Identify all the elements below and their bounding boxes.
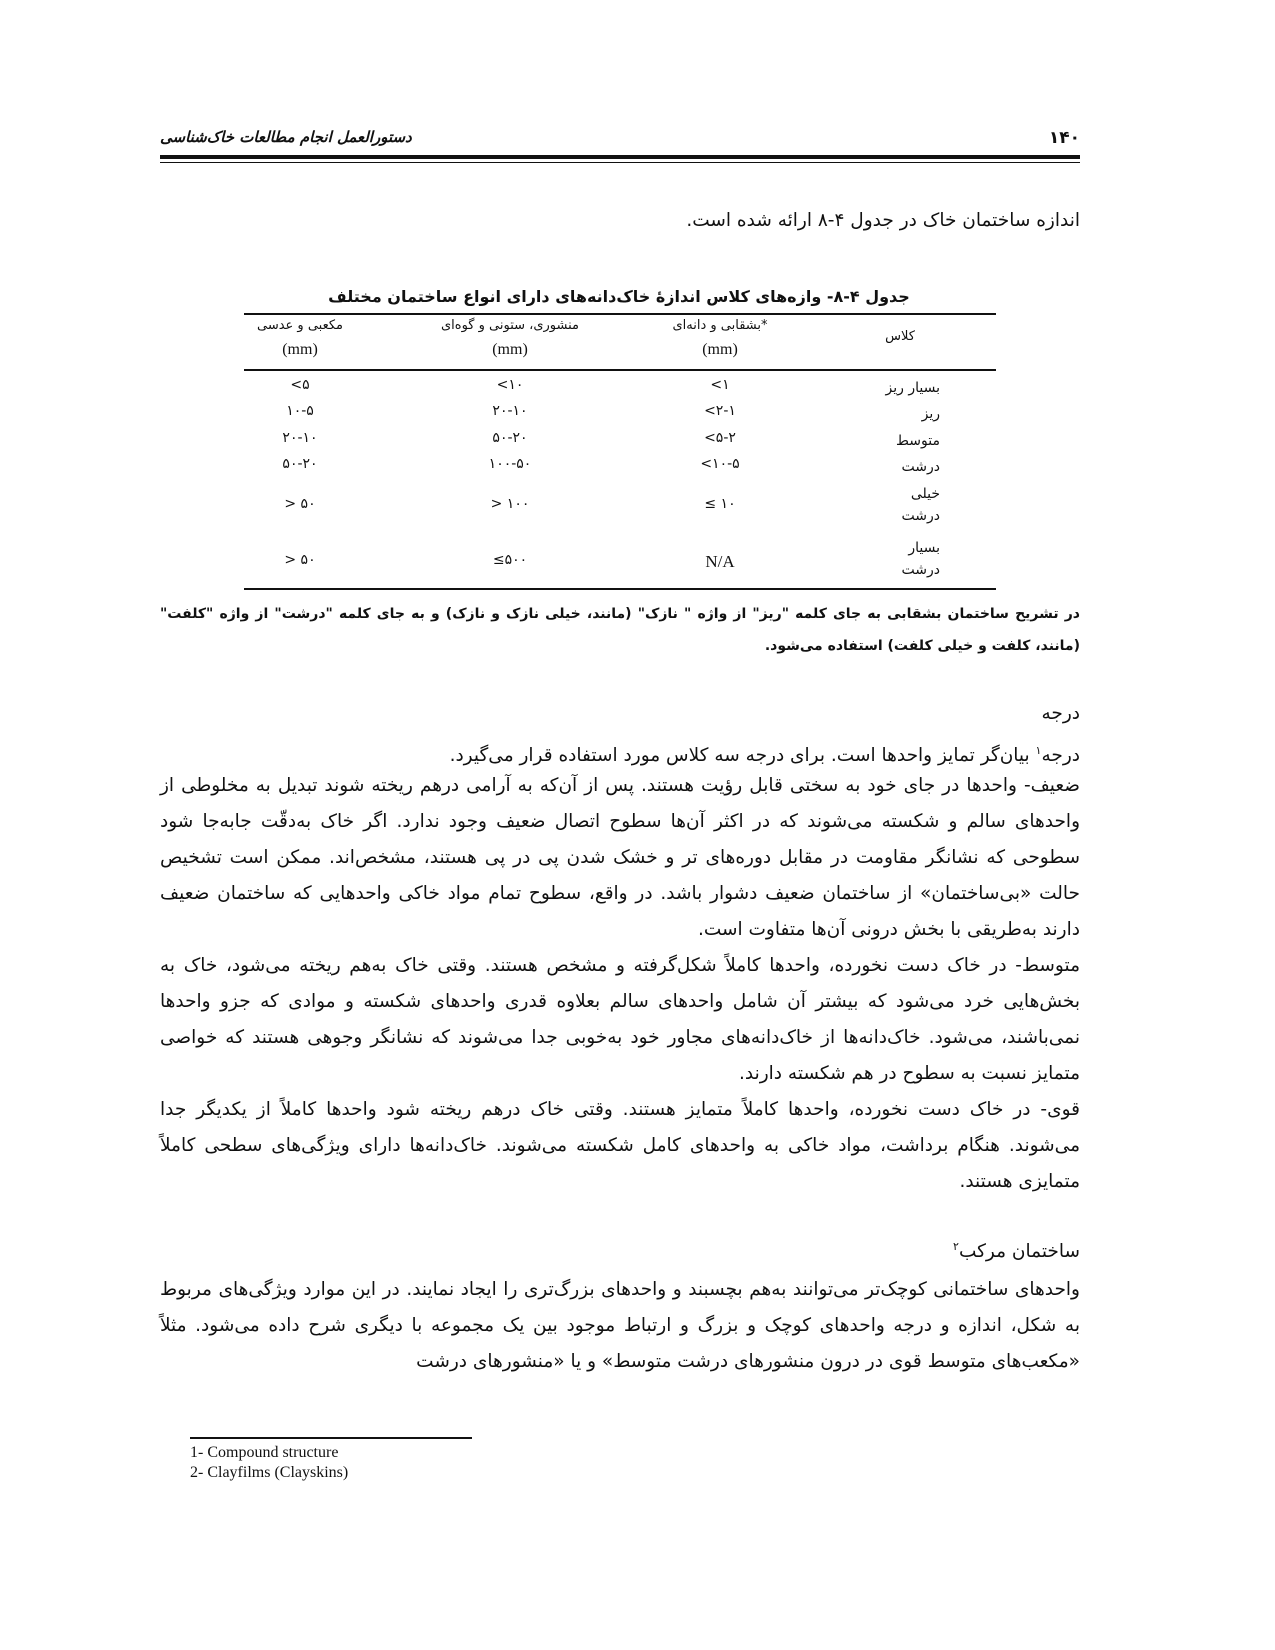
table-cell-class: خیلی درشت [901, 486, 940, 524]
table-cell-blocky: ۱۰-۵ [286, 403, 314, 419]
table-cell-blocky: > ۵۰ [284, 496, 316, 512]
table-cell-blocky: ۲۰-۱۰ [282, 430, 318, 446]
table-cell-prismatic: ≤۵۰۰ [492, 552, 528, 568]
paragraph-moderate: متوسط- در خاک دست نخورده، واحدها کاملاً شکل‌گرفته و مشخص هستند. وقتی خاک به‌هم ریخته می‌شود، خاک به بخش‌هایی خرد می‌شود که بیشتر آن شامل واحدهای سالم بعلاوه قدری واحدهای شکسته و موادی که جزو واحدها نمی‌باشند، می‌شود. خاک‌دانه‌ها از خاک‌دانه‌های مجاور خود به‌خوبی جدا می‌شوند که نشانگر وجوهی هستند که خواصی متمایز نسبت به سطوح در هم شکسته دارند. [160, 955, 1080, 1084]
footnote-item: 2- Clayfilms (Clayskins) [190, 1464, 349, 1481]
paragraph-compound: واحدهای ساختمانی کوچک‌تر می‌توانند به‌هم بچسبند و واحدهای بزرگ‌تری را ایجاد نمایند. در این موارد ویژگی‌های مربوط به شکل، اندازه و درجه واحدهای کوچک و بزرگ و ارتباط موجود بین یک مجموعه با دیگری شرح داده می‌شود. مثلاً «مکعب‌های متوسط قوی در درون منشورهای درشت متوسط» و یا «منشورهای درشت [160, 1279, 1080, 1372]
page-number: ۱۴۰ [1048, 128, 1080, 148]
paragraph-grade-intro: درجه$^۱$ بیان‌گر تمایز واحدها است. برای درجه سه کلاس مورد استفاده قرار می‌گیرد. [449, 744, 1080, 767]
header-rule-thin [160, 162, 1080, 163]
table-footnote: در تشریح ساختمان بشقابی به جای کلمه "ریز" از واژه " نازک" (مانند، خیلی نازک و نازک) و به جای کلمه "درشت" از واژه "کلفت" (مانند، کلفت و خیلی کلفت) استفاده می‌شود. [160, 606, 1080, 654]
table-cell-class: ریز [921, 406, 940, 422]
header-prismatic: منشوری، ستونی و گوه‌ای (mm) [440, 318, 579, 358]
footnote-item: 1- Compound structure [190, 1444, 339, 1461]
table-cell-class: بسیار درشت [901, 540, 940, 578]
header-platy: بشقابی و دانه‌ای* (mm) [672, 318, 768, 358]
table-rule-header [244, 369, 996, 371]
table-cell-platy: <۱۰-۵ [700, 456, 740, 472]
paragraph-strong: قوی- در خاک دست نخورده، واحدها کاملاً متمایز هستند. وقتی خاک درهم ریخته شود واحدها کاملاً از یکدیگر جدا می‌شوند. هنگام برداشت، مواد خاکی به واحدهای کامل شکسته می‌شوند. خاک‌دانه‌ها دارای ویژگی‌های سطحی کاملاً متمایزی هستند. [160, 1099, 1080, 1192]
table-cell-class: بسیار ریز [885, 380, 940, 396]
header-class: کلاس [885, 329, 915, 344]
table-rule-bottom [244, 588, 996, 590]
section-heading-compound: ساختمان مرکب$^۲$ [953, 1240, 1080, 1263]
header-blocky: مکعبی و عدسی (mm) [256, 318, 344, 358]
intro-text: اندازه ساختمان خاک در جدول ۴-۸ ارائه شده است. [686, 210, 1080, 231]
table-cell-prismatic: ۱۰۰-۵۰ [488, 456, 532, 472]
table-cell-class: متوسط [896, 433, 940, 449]
section-heading-grade: درجه [1041, 703, 1080, 724]
table-cell-prismatic: <۱۰ [496, 377, 524, 393]
table-cell-blocky: <۵ [290, 377, 310, 393]
table-cell-platy: ≤ ۱۰ [704, 496, 736, 512]
table-cell-prismatic: ۵۰-۲۰ [492, 430, 528, 446]
table-cell-platy: <۱ [710, 377, 730, 393]
table-cell-platy: <۵-۲ [704, 430, 736, 446]
paragraph-weak: ضعیف- واحدها در جای خود به سختی قابل رؤیت هستند. پس از آن‌که به آرامی درهم ریخته شوند تبدیل به مخلوطی از واحدهای سالم و شکسته می‌شوند که در اکثر آن‌ها سطوح اتصال ضعیف وجود ندارد. اگر خاک به‌دقّت جابه‌جا شود سطوحی که نشانگر مقاومت در مقابل دوره‌های تر و خشک شدن پی در پی هستند، مشخص‌اند. ممکن است تشخیص حالت «بی‌ساختمان» از ساختمان ضعیف دشوار باشد. در واقع، سطوح تمام مواد خاکی واحدهایی که ساختمان ضعیف دارند به‌طریقی با بخش درونی آن‌ها متفاوت است. [160, 775, 1080, 940]
table-cell-class: درشت [901, 459, 940, 475]
table-cell-platy: <۲-۱ [704, 403, 736, 419]
table-caption: جدول ۴-۸- وازه‌های کلاس اندازهٔ خاک‌دانه‌های دارای انواع ساختمان مختلف [328, 287, 910, 306]
running-header [160, 128, 1080, 154]
table-cell-blocky: > ۵۰ [284, 552, 316, 568]
table-cell-prismatic: > ۱۰۰ [490, 496, 530, 512]
header-rule [160, 155, 1080, 159]
table-cell-blocky: ۵۰-۲۰ [282, 456, 318, 472]
table-cell-platy: N/A [705, 552, 735, 571]
footnote-ref[interactable]: ۲ [953, 1240, 959, 1253]
table-cell-prismatic: ۲۰-۱۰ [492, 403, 528, 419]
footnote-rule [190, 1437, 472, 1439]
running-title: دستورالعمل انجام مطالعات خاک‌شناسی [160, 128, 412, 146]
footnote-ref[interactable]: ۱ [1035, 744, 1042, 757]
